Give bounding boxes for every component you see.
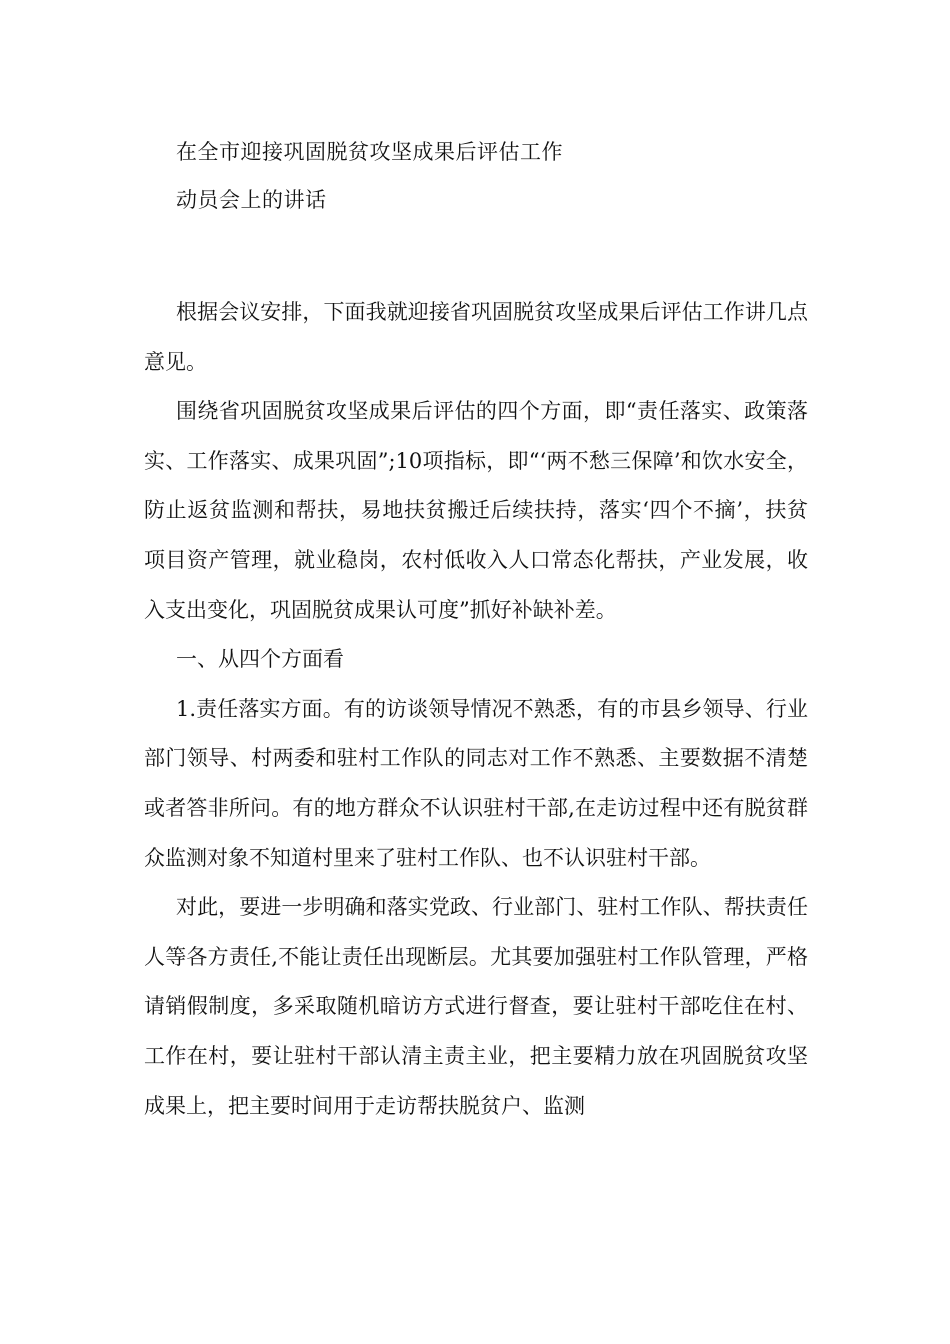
paragraph-responsibility: 1.责任落实方面。有的访谈领导情况不熟悉，有的市县乡领导、行业部门领导、村两委和驻村工作队的同志对工作不熟悉、主要数据不清楚或者答非所问。有的地方群众不认识驻村干部,在走访过程中还有脱贫群众监测对象不知道村里来了驻村工作队、也不认识驻村干部。 <box>144 696 808 870</box>
document-body <box>144 288 808 1131</box>
title-line-2: 动员会上的讲话 <box>176 188 327 212</box>
paragraph-intro: 根据会议安排，下面我就迎接省巩固脱贫攻坚成果后评估工作讲几点意见。 <box>144 300 808 374</box>
paragraph-overview: 围绕省巩固脱贫攻坚成果后评估的四个方面，即“责任落实、政策落实、工作落实、成果巩固”;10项指标，即“‘两不愁三保障’和饮水安全，防止返贫监测和帮扶，易地扶贫搬迁后续扶持，落实‘四个不摘’，扶贫项目资产管理，就业稳岗，农村低收入人口常态化帮扶，产业发展，收入支出变化，巩固脱贫成果认可度”抓好补缺补差。 <box>144 399 808 622</box>
paragraph-measures: 对此，要进一步明确和落实党政、行业部门、驻村工作队、帮扶责任人等各方责任,不能让责任出现断层。尤其要加强驻村工作队管理，严格请销假制度，多采取随机暗访方式进行督查，要让驻村干部吃住在村、工作在村，要让驻村干部认清主责主业，把主要精力放在巩固脱贫攻坚成果上，把主要时间用于走访帮扶脱贫户、监测 <box>144 895 808 1118</box>
section-heading-1: 一、从四个方面看 <box>176 647 344 672</box>
title-line-1: 在全市迎接巩固脱贫攻坚成果后评估工作 <box>176 140 563 164</box>
